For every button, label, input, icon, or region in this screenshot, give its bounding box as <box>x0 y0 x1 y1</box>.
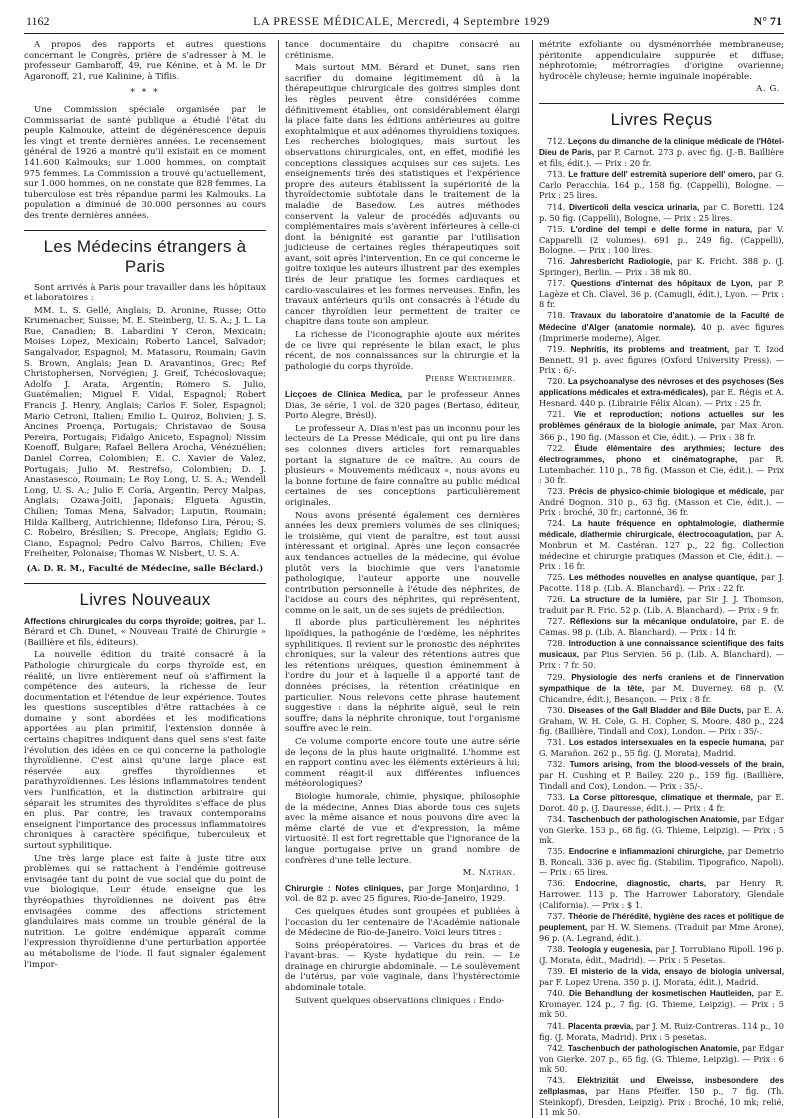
book-title: La haute fréquence en ophtalmologie, diathermie médicale, diathermie chirurgicale, électrocoagulation, <box>539 519 785 540</box>
book-entry <box>539 486 784 517</box>
book-reference: par E. Régis et A. Hesnard. 440 p. (Librairie Félix Alcan). — Prix : 25 fr. <box>539 387 785 409</box>
medecins-intro: Sont arrivés à Paris pour travailler dans les hôpitaux et laboratoires : <box>24 282 266 304</box>
book-title: Taschenbuch der pathologischen Anatomie, <box>567 814 740 824</box>
book-reference: par G. Carlo Peracchia. 164 p., 158 fig. (Cappelli), Bologne. — Prix : 25 lires. <box>539 169 785 201</box>
book-entry <box>539 310 784 342</box>
book-reference: par Sir J. J. Thomson, traduit par R. Fric. 52 p. (Lib. A. Blanchard). — Prix : 9 fr. <box>539 593 784 615</box>
book-title: L'ordine del tempi e delle forme in natura, <box>570 224 753 234</box>
book-title: Placenta prævia, <box>567 1021 634 1031</box>
book-number: 730. <box>547 704 566 715</box>
book-number: 721. <box>547 409 566 420</box>
column-3 <box>532 40 784 1118</box>
section-title-nouveaux: Livres Nouveaux <box>79 589 211 609</box>
book-reference: par F. Lopez Urena. 350 p. (J. Morata, édit.), Madrid. <box>539 977 759 988</box>
book-reference: par A. Monbrun et M. Castéran. 127 p., 22 fig. Collection médecine et chirurgie pratiques (Masson et Cie, édit.). — Prix : 16 fr. <box>539 529 784 571</box>
issue-number: N° 71 <box>753 14 782 28</box>
book-reference: par T. Izod Bennett. 91 p. avec figures (Oxford University Press). — Prix : 6/-. <box>539 343 785 375</box>
book-number: 728. <box>547 638 566 649</box>
book-entry <box>539 638 784 670</box>
book-reference: par J. Torrubiano Ripoll. 196 p. (J. Morata, édit., Madrid). — Prix : 5 Pesetas. <box>539 943 784 965</box>
book-title: Diverticoli della vescica urinaria, <box>568 202 700 212</box>
book-entry <box>539 594 784 615</box>
book-reference: par C. Boretti. 124 p. 50 fig. (Cappelli), Bologne. — Prix : 25 lires. <box>539 201 784 223</box>
book-number: 733. <box>547 791 566 802</box>
book-entry <box>539 966 784 987</box>
book-entry <box>539 759 784 790</box>
review-paragraph: Ce volume comporte encore toute une autre série de leçons de la plus haute originalité. L'homme est en rapport continu avec les éléments extérieurs à lui; comment réagit-il aux différentes influences météorologiques? <box>285 737 520 790</box>
newspaper-page <box>24 14 785 1118</box>
books-list <box>539 136 784 1117</box>
book-reference: par Henry R. Harrower. 113 p. The Harrower Laboratory, Glendale (California). — Prix : $ 1. <box>539 878 785 910</box>
page-header <box>24 14 784 34</box>
book-reference: par Edgar von Gierke. 207 p., 65 fig. (G. Thieme, Leipzig). — Prix : 6 mk 50. <box>539 1042 784 1074</box>
book-reference: par Edgar von Gierke. 153 p., 68 fig. (G. Thieme, Leipzig). — Prix : 5 mk. <box>539 813 784 845</box>
book-number: 740. <box>547 988 566 999</box>
page-number: 1162 <box>26 14 50 28</box>
book-title: Réflexions sur la mécanique ondulatoire, <box>569 617 738 627</box>
review-paragraph: tance documentaire du chapitre consacré au crétinisme. <box>285 40 520 61</box>
review-signature: A. G. <box>756 84 780 95</box>
book-title: Taschenbuch der pathologischen Anatomie, <box>567 1043 740 1053</box>
book-number: 731. <box>547 737 566 748</box>
book-entry <box>539 278 784 309</box>
book-number: 712. <box>547 135 566 146</box>
book-title: Jahresbericht Radiologie, <box>570 257 673 266</box>
book-number: 734. <box>547 813 566 824</box>
columns <box>24 40 784 1118</box>
book-reference: par P. Lagèze et Ch. Clavel. 36 p. (Camugli, édit.), Lyon. — Prix : 8 fr. <box>539 278 784 310</box>
column-1 <box>24 40 266 1118</box>
book-reference: 40 p. avec figures (Imprimerie moderne), Alger. <box>539 321 784 343</box>
book-title: Questions d'internat des hôpitaux de Lyon, <box>570 279 753 289</box>
book-number: 723. <box>547 485 566 496</box>
book-reference: par V. Capparelli (2 volumes). 691 p., 249 fig. (Cappelli), Bologne. — Prix : 100 lires. <box>539 223 784 255</box>
review-title: Chirurgie : Notes cliniques, <box>285 882 404 893</box>
book-reference: par E. Dorot. 40 p. (J. Dauresse, édit.). — Prix : 4 fr. <box>539 791 784 813</box>
book-reference: par Pius Servien. 56 p. (Lib. A. Blanchard). — Prix : 7 fr. 50. <box>539 649 784 671</box>
review-paragraph: Soins préopératoires. — Varices du bras et de l'avant-bras. — Kyste hydatique du rein. — Le drainage en chirurgie abdominale. — Le soulèvement de l'utérus, par voie vaginale, dans l'hystérectomie abdominale totale. <box>285 940 520 994</box>
book-entry <box>539 672 784 704</box>
column-2 <box>278 40 520 1118</box>
book-entry <box>539 846 784 877</box>
book-reference: par G. Marañon. 262 p., 55 fig. (J. Morata), Madrid. <box>539 737 784 759</box>
book-number: 717. <box>547 278 566 289</box>
review-title: Licçoes de Clinica Medica, <box>285 389 403 399</box>
book-title: Travaux du laboratoire d'anatomie de la Faculté de Médecine d'Alger (anatomie normale). <box>539 311 784 332</box>
book-number: 714. <box>547 201 566 212</box>
book-title: Le fratture dell' estremità superiore dell' omero, <box>568 170 756 180</box>
review-reference: par Jorge Monjardino, 1 vol. de 82 p. avec 25 figures, Rio-de-Janeiro, 1929. <box>285 883 520 905</box>
review-title: Affections chirurgicales du corps thyroïde; goitres, <box>24 615 237 626</box>
book-title: La Corse pittoresque, climatique et thermale, <box>569 792 753 802</box>
section-rule <box>539 103 784 104</box>
book-reference: par E. A. Graham, W. H. Cole, G. H. Copher, S. Moore. 480 p., 224 fig. (Baillière, Tindall and Cox), London. — Prix : 35/-. <box>539 704 784 737</box>
book-number: 736. <box>547 878 566 889</box>
book-entry <box>539 878 784 909</box>
book-entry <box>539 814 784 845</box>
review-paragraph: Suivent quelques observations cliniques : Endo- <box>295 995 505 1006</box>
book-entry <box>539 136 784 168</box>
book-entry <box>539 202 784 223</box>
book-reference: par André Dognon. 310 p., 63 fig. (Masson et Cie, édit.). — Prix : broché, 30 fr.; cartonné, 36 fr. <box>539 485 784 518</box>
book-number: 725. <box>547 571 566 582</box>
book-entry <box>539 737 784 758</box>
book-number: 742. <box>547 1042 566 1053</box>
book-title: La psychoanalyse des névroses et des psychoses (Ses applications médicales et extra-médicales), <box>539 377 784 398</box>
book-number: 735. <box>547 846 566 857</box>
book-number: 741. <box>547 1020 566 1031</box>
review-reference: par le professeur Annes Dias, 3e série, 1 vol. de 320 pages (Bertaso, éditeur, Porto Alegre, Brésil). <box>285 390 520 422</box>
book-entry <box>539 224 784 255</box>
book-title: Théorie de l'hérédité, hygiène des races et politique de peuplement, <box>539 911 784 932</box>
book-title: Elektrizität und Elweisse, insbesondere des zellplasmas, <box>539 1076 784 1097</box>
review-reference: par L. Bérard et Ch. Dunet, « Nouveau Traité de Chirurgie » (Baillière et fils, éditeurs). <box>24 616 267 648</box>
book-reference: par K. Fricht. 388 p. (J. Springer), Berlin. — Prix : 38 mk 80. <box>539 256 784 278</box>
book-reference: par H. W. Siemens. (Traduit par Mme Arone), 96 p. (A. Legrand, édit.). <box>539 921 784 943</box>
book-number: 732. <box>547 759 566 770</box>
book-title: Leçons du dimanche de la clinique médicale de l'Hôtel-Dieu de Paris, <box>539 136 784 158</box>
book-number: 737. <box>547 910 566 921</box>
book-title: Précis de physico-chimie biologique et médicale, <box>569 486 767 496</box>
book-entry <box>539 443 784 485</box>
review-signature: M. Nathan. <box>462 868 516 879</box>
book-title: Physiologie des nerfs craniens et de l'innervation sympathique de la tête, <box>539 672 784 693</box>
review-header <box>24 616 266 649</box>
book-number: 716. <box>547 256 566 266</box>
section-rule <box>24 230 266 231</box>
book-reference: par E. Kromayer. 124 p., 7 fig. (G. Thieme, Leipzig). — Prix : 5 mk 50. <box>539 988 784 1020</box>
kalmouk-commission: Une Commission spéciale organisée par le Commissariat de santé publique a étudié l'état du peuple Kalmouke, atteint de dégénérescence depuis les vingt et trente dernières années. Le recensement général de 1926 a montré qu'il existait en ce moment 141.600 Kalmouks; sur 1.000 hommes, on comptait 975 femmes. La Commission a trouvé qu'actuellement, sur 1.000 hommes, on ne constate que 828 femmes. La tuberculose est très répandue parmi les Kalmouks. La population a diminué de 30.000 personnes au cours des trente dernières années. <box>24 104 266 221</box>
journal-title: LA PRESSE MÉDICALE, Mercredi, 4 Septembre 1929 <box>253 14 550 28</box>
book-number: 729. <box>547 671 566 682</box>
book-reference: par J. Pacotte. 118 p. (Lib. A. Blanchard). — Prix : 22 fr. <box>539 571 784 593</box>
review-paragraph: Le professeur A. Dias n'est pas un inconnu pour les lecteurs de La Presse Médicale, qui ont pu lire dans ses colonnes divers articles fort remarquables portant la signature de ce maître. Au cours de plusieurs « Mouvements médicaux », nous avons eu la bonne fortune de faire connaître au public médical certaines de ses conceptions particulièrement originales. <box>285 423 520 508</box>
book-number: 720. <box>547 376 566 387</box>
section-title-recus: Livres Reçus <box>610 109 713 129</box>
review-header <box>285 389 520 422</box>
review-paragraph: Biologie humorale, chimie, physique, philosophie de la médecine, Annes Dias aborde tous ces sujets avec la même aisance et nous pouvons dire avec la même clarté de vue et d'expression, la même virtuosité. Il est fort regrettable que l'ignorance de la langue portugaise prive un grand nombre de confrères d'une telle lecture. <box>285 791 520 866</box>
book-title: Tumors arising, from the blood-vessels of the brain, <box>569 760 785 770</box>
review-header <box>285 883 520 905</box>
book-title: Die Behandlung der kosmetischen Hautleiden, <box>568 989 754 999</box>
book-entry <box>539 376 784 408</box>
review-paragraph: Une très large place est faite à juste titre aux problèmes qui se rattachent à l'endémie goitreuse envisagée tant du point de vue social que du point de vue biologique. Leur étude enseigne que les thyréopathies thyroïdiennes ne doivent pas être envisagées comme des affections strictement glandulaires mais comme un trouble général de la nutrition. Le goitre endémique apparaît comme l'expression thyroïdienne d'une perturbation apportée au métabolisme de l'iode. Il faut signaler également l'impor- <box>24 853 266 970</box>
congress-notice: A propos des rapports et autres questions concernant le Congrès, prière de s'adresser à M. le professeur Gambaroff, 49, rue Kénine, et à M. le Dr Agaronoff, 21, rue Kalinine, à Tiflis. <box>24 40 266 82</box>
section-rule <box>24 583 266 584</box>
book-entry <box>539 256 784 277</box>
book-title: Teologia y eugenesia, <box>567 944 653 954</box>
book-number: 724. <box>547 518 566 529</box>
book-entry <box>539 169 784 200</box>
book-number: 739. <box>547 966 566 977</box>
book-reference: par Max Aron. 366 p., 190 fig. (Masson et Cie, édit.). — Prix : 38 fr. <box>539 420 784 442</box>
separator-stars: * * * <box>130 88 160 99</box>
book-number: 743. <box>547 1075 566 1086</box>
book-number: 718. <box>547 310 566 321</box>
book-number: 722. <box>547 442 566 453</box>
book-reference: par J. M. Ruiz-Contreras. 114 p., 10 fig. (J. Morata, Madrid). Prix : 5 pesetas. <box>539 1020 784 1042</box>
book-reference: par H. Cushing et P. Bailey. 220 p., 159 fig. (Baillière, Tindall and Cox), London. — Prix : 35/-. <box>539 770 784 791</box>
review-paragraph: La richesse de l'iconographie ajoute aux mérites de ce livre qui représente le bilan exact, le plus récent, de nos connaissances sur la chirurgie et la pathologie du corps thyroïde. <box>285 330 520 372</box>
book-title: Endocrine e infiammazioni chirurgiche, <box>568 847 725 857</box>
book-title: Étude élémentaire des arythmies; lecture des électrogrammes, phono et cinématographe, <box>539 443 784 464</box>
book-title: Diseases of the Gall Bladder and Bile Ducts, <box>568 705 744 715</box>
book-entry <box>539 988 784 1019</box>
review-paragraph: La nouvelle édition du traité consacré à la Pathologie chirurgicale du corps thyroïde est, en réalité, un livre entièrement neuf où s'affirment la compétence des auteurs, la richesse de leur documentation et l'étendue de leur expérience. Toutes les questions susceptibles d'être rattachées à ce domaine y sont abordées et les modifications apportées au plan primitif, l'extension donnée à certains chapitres indiquent dans quel sens s'est faite l'évolution des idées en ce qui concerne la pathologie thyroïdienne. C'est ainsi qu'une large place est réservée aux greffes thyroïdiennes et parathyroïdiennes. Les lésions inflammatoires tendent vers l'unification, et la distinction arbitraire qui séparait les strumites des thyroïdites s'efface de plus en plus. Par contre, les travaux contemporains enseignent l'importance des processus inflammatoires chroniques à caractère spécifique, tuberculeux et surtout syphilitique. <box>24 650 266 851</box>
book-title: Vie et reproduction; notions actuelles sur les problèmes généraux de la biologie animale, <box>539 410 784 431</box>
book-number: 715. <box>547 223 566 234</box>
book-entry <box>539 1043 784 1074</box>
book-title: Endocrine, diagnostic, charts, <box>574 879 707 889</box>
book-number: 713. <box>547 169 566 180</box>
book-title: Nephritis, its problems and treatment, <box>570 344 730 354</box>
book-entry <box>539 792 784 813</box>
book-reference: par Hans Pfeiffer. 150 p., 7 fig. (Th. Steinkopf), Dresden, Leipzig). Prix : Broché, 10 mk; relié, 11 mk 50. <box>539 1086 784 1118</box>
book-reference: par M. Duverney. 68 p. (V. Chicandre, édit.), Besançon. — Prix : 8 fr. <box>539 682 784 704</box>
review-paragraph: Il aborde plus particulièrement les néphrites lipoïdiques, la pathogénie de l'œdème, les néphrites syphilitiques. Il revient sur le pronostic des néphrites chroniques, sur la valeur des rétentions autres que les rétentions uréiques, question éminemment à l'ordre du jour et à laquelle il a apporté tant de données précises, la rétention créatinique en particulier. Nous relevons cette phrase hautement suggestive : dans la néphrite aiguë, seul le rein souffre; dans la néphrite chronique, tout l'organisme souffre avec le rein. <box>285 618 520 735</box>
book-entry <box>539 344 784 375</box>
book-entry <box>539 1075 784 1117</box>
book-title: La structure de la lumière, <box>570 594 682 604</box>
review-signature: Pierre Wertheimer. <box>425 374 516 385</box>
book-entry <box>539 911 784 943</box>
book-number: 719. <box>547 343 566 354</box>
book-entry <box>539 409 784 441</box>
medecins-source: (A. D. R. M., Faculté de Médecine, salle Béclard.) <box>26 563 264 574</box>
book-number: 727. <box>547 616 566 627</box>
book-title: Les méthodes nouvelles en analyse quantique, <box>568 572 758 582</box>
book-reference: par R. Lutembacher. 110 p., 78 fig. (Masson et Cie, édit.). — Prix : 30 fr. <box>539 453 784 485</box>
book-title: Los estados intersexuales en la especie humana, <box>568 738 767 748</box>
book-title: Introduction à une connaissance scientifique des faits musicaux, <box>539 639 784 660</box>
book-entry <box>539 705 784 736</box>
book-entry <box>539 1021 784 1042</box>
section-title-medecins: Les Médecins étrangers à Paris <box>43 236 247 276</box>
book-reference: par E. de Camas. 98 p. (Lib. A. Blanchard). — Prix : 14 fr. <box>539 616 784 638</box>
review-paragraph: métrite exfoliante ou dysménorrhée membraneuse; péritonite appendiculaire suppurée et diffuse; néphrotomie; métrorragies d'origine ovarienne; hydrocèle chyleuse; hernie inguinale inopérable. <box>539 40 784 82</box>
book-entry <box>539 518 784 570</box>
book-entry <box>539 944 784 965</box>
book-entry <box>539 616 784 637</box>
book-title: El misterio de la vida, ensayo de biologia universal, <box>569 967 784 977</box>
review-paragraph: Nous avons présenté également ces dernières années les deux premiers volumes de ses cliniques; le troisième, qui vient de paraître, est tout aussi intéressant et original. Après une leçon consacrée aux tendances actuelles de la médecine, qui évolue plutôt vers la biochimie que vers l'anatomie pathologique, l'auteur apporte une nouvelle contribution personnelle à l'étude des néphrites, de l'acidose au cours des néphrites, qui représentent, comme on le sait, un de ses sujets de prédilection. <box>285 510 520 616</box>
review-paragraph: Ces quelques études sont groupées et publiées à l'occasion du Ier centenaire de l'Académie nationale de Médecine de Rio-de-Janeiro. Voici leurs titres : <box>285 906 520 939</box>
book-reference: par P. Carnot. 273 p. avec fig. (J.-B. Baillière et fils, édit.). — Prix : 20 fr. <box>539 147 785 169</box>
book-number: 738. <box>547 943 566 954</box>
medecins-list: MM. L. S. Gellé, Anglais; D. Aronine, Russe; Otto Krumenacher, Suisse; M. E. Steinberg, U. S. A.; J. L. La Rue, Canadien; B. Labardini Y Ceron, Mexicain; Moises Lopez, Mexicain; Roberto Lancel, Salvador; Sangalvador, Espagnol; M. Matasoru, Roumain; Gavin S. Brown, Anglais; Jean D. Aravantinos, Grec; Ref Christophersen, Norvégien; J. Greif, Tchécoslovaque; Adolfo J. Arata, Argentin; Romero S. Julio, Guatémalien; Miguel F. Vidal, Espagnol; Robert Francis J. Henry, Anglais; Carlos F. Soler, Espagnol; Mario Cetroni, Italien; Emilio L. Quiroz, Bolivien; J. S. Ancines Proença, Portugais; Christavao de Sousa Pereira, Portugais; Fidalgo Aniceto, Espagnol; Nissim Koenoff, Bulgare; Rafael Bellera Arocha, Vénézuélien; Daniel Correa, Colombien; E. C. Xavier de Valez, Portugais; Julio M. Restrefso, Colombien; D. J. Anastasesco, Roumain; Le Roy Long, U. S. A.; Wendell Long, U. S. A.; Julio F. Coria, Argentin; Percy Malpas, Anglais; Ozawa-Joiti, Japonais; Elgueta Agustin, Chilien; Tomas Mena, Salvador; Luputin, Roumain; Hilda Kallberg, Autrichienne; Ildefonso Lira, Pérou; S. C. Robeiro, Brésilien; S. Precope, Anglais; Egidio G. Ciano, Espagnol; Pedro Calvo Barros, Chilien; Eve Freiheiter, Polonaise; Thomas W. Nisbert, U. S. A. <box>24 305 266 560</box>
book-reference: par Demetrio B. Roncali. 336 p. avec fig. (Stabilim. Tipografico, Napoli). — Prix : 65 lires. <box>539 846 784 878</box>
book-entry <box>539 572 784 593</box>
review-paragraph: Mais surtout MM. Bérard et Dunet, sans rien sacrifier du domaine légitimement dû à la thérapeutique chirurgicale des goitres simples dont les règles peuvent être considérées comme définitivement établies, ont considérablement élargi la place faite dans les éditions antérieures au goitre exophtalmique et aux adénomes thyroïdiens toxiques. Les recherches biologiques, mais surtout les observations chirurgicales, ont, en effet, modifié les conceptions classiques acquises sur ces sujets. Les enseignements tirés des statistiques et l'expérience propre des auteurs établissent la supériorité de la thyroïdectomie subtotale dans le traitement de la maladie de Basedow. Les autres méthodes conservent la valeur de procédés adjuvants ou complémentaires mais s'avèrent inférieures à celle-ci dont la bénignité est garantie par l'utilisation judicieuse de certaines règles thérapeutiques soit avant, soit après l'intervention. En ce qui concerne le goitre toxique les auteurs illustrent par des exemples tirés de leur pratique les formes cardiaques et cardio-vasculaires et les formes nerveuses. Enfin, les travaux antérieurs qu'ils ont consacrés à l'étude du cancer thyroïdien leur permettent de traiter ce chapitre dans toute son ampleur. <box>285 63 520 328</box>
book-number: 726. <box>547 593 566 604</box>
